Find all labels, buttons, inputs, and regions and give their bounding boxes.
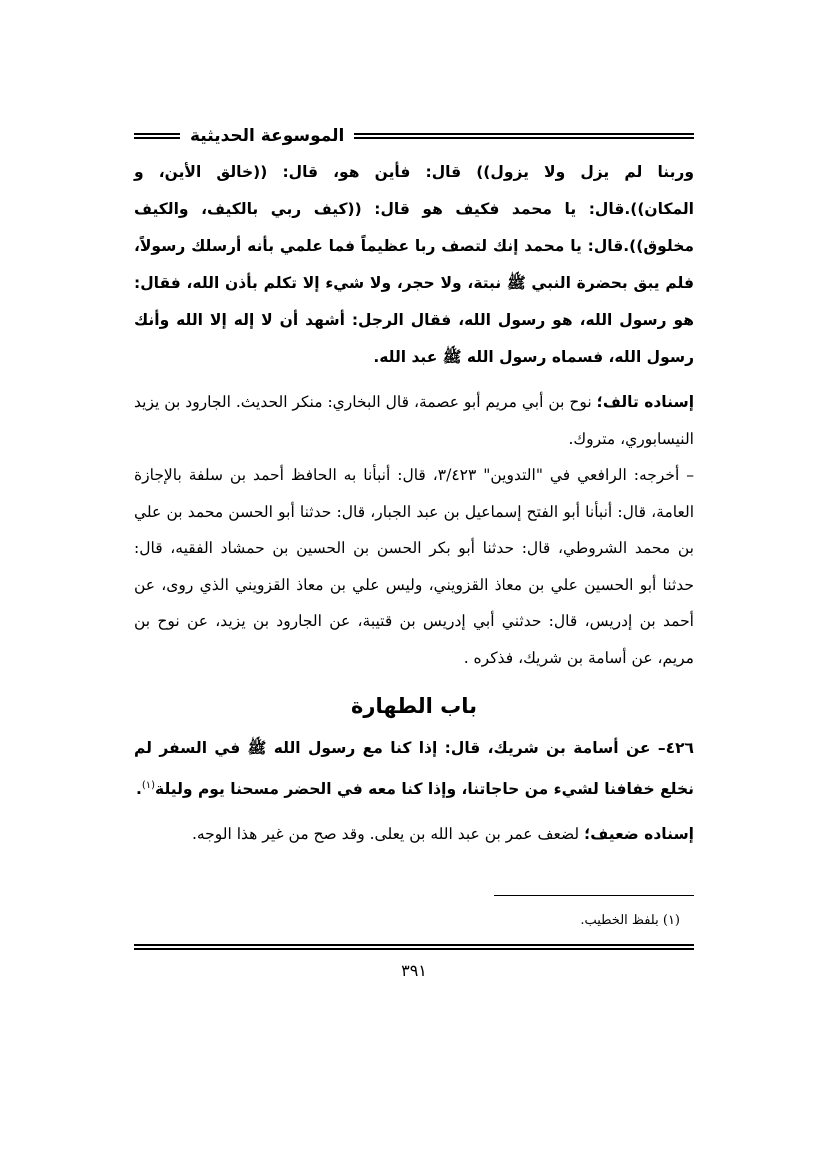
hadith-text: وربنا لم يزل ولا يزول)) قال: فأين هو، قال: ((خالق الأين، و المكان)).قال: يا محمد فكيف هو قال: ((كيف ربي بالكيف، والكيف مخلوق)).قال: يا محمد إنك لتصف ربا عظيماً فما علمي بأنه أرسلك رسولاً، فلم يبق بحضرة النبي ﷺ نبتة، ولا حجر، ولا شيء إلا تكلم بأذن الله، فقال: هو رسول الله، هو رسول الله، فقال الرجل: أشهد أن لا إله إلا الله وأنك رسول الله، فسماه رسول الله ﷺ عبد الله.	[134, 163, 694, 366]
hadith-426-text	[134, 730, 694, 808]
footnote-separator	[494, 895, 694, 896]
running-header	[134, 118, 694, 154]
isnad-label-2: إسناده ضعيف؛	[584, 825, 694, 844]
footer-double-rule	[134, 944, 694, 950]
isnad-grading-2	[134, 816, 694, 853]
hadith-text-continued	[134, 154, 694, 376]
isnad-text-2: لضعف عمر بن عبد الله بن يعلى. وقد صح من غير هذا الوجه.	[191, 825, 585, 844]
takhrij-section	[134, 457, 694, 676]
isnad-grading-1	[134, 384, 694, 457]
book-page	[134, 118, 694, 984]
isnad-label: إسناده تالف؛	[596, 393, 695, 411]
isnad-text: نوح بن أبي مريم أبو عصمة، قال البخاري: منكر الحديث. الجارود بن يزيد النيسابوري، متروك.	[134, 393, 694, 448]
takhrij-text: – أخرجه: الرافعي في "التدوين" ٣/٤٢٣، قال: أنبأنا به الحافظ أحمد بن سلفة بالإجازة العامة، قال: أنبأنا أبو الفتح إسماعيل بن عبد الجبار، قال: حدثنا أبو الحسن محمد بن علي بن محمد الشروطي، قال: حدثنا أبو بكر الحسن بن الحسين بن حمشاد الفقيه، قال: حدثنا أبو الحسين علي بن معاذ القزويني، وليس علي بن معاذ القزويني الذي روى، عن أحمد بن إدريس، قال: حدثني أبي إدريس بن قتيبة، عن الجارود بن يزيد، عن نوح بن مريم، عن أسامة بن شريك، فذكره .	[134, 466, 694, 667]
footnote: (١) بلفظ الخطيب.	[580, 912, 680, 928]
isnad-paragraph-2	[134, 816, 694, 853]
book-title: الموسوعة الحديثية	[190, 126, 345, 146]
chapter-title: باب الطهارة	[351, 694, 477, 718]
hadith-426	[134, 730, 694, 808]
hadith-426-end: .	[135, 780, 142, 799]
isnad-paragraph	[134, 384, 694, 457]
header-double-rule-short	[134, 133, 180, 139]
page-number: ٣٩١	[401, 960, 427, 980]
header-double-rule-long	[354, 133, 694, 139]
hadith-426-body: ٤٢٦– عن أسامة بن شريك، قال: إذا كنا مع رسول الله ﷺ في السفر لم نخلع خفافنا لشيء من حاجاتنا، وإذا كنا معه في الحضر مسحنا يوم وليلة	[134, 739, 694, 799]
footnote-reference[interactable]: (١)	[141, 780, 156, 791]
